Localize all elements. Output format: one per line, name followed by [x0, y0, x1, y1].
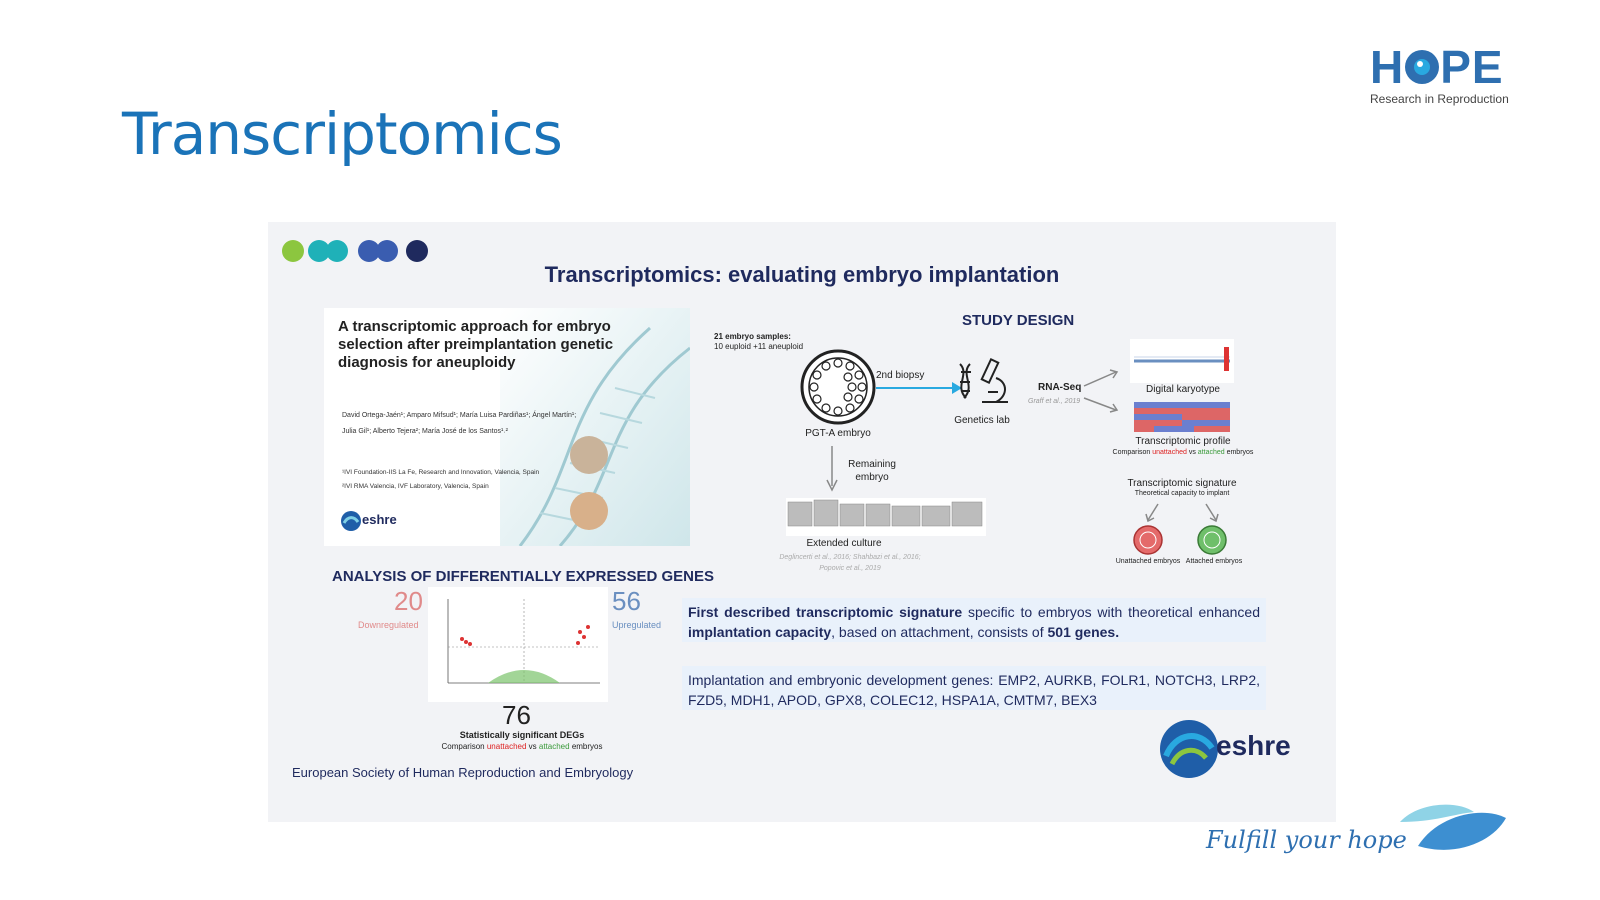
- paper-eshre-logo: [340, 508, 400, 536]
- arrow-down-icon: [824, 446, 840, 492]
- decor-dot: [326, 240, 348, 262]
- decor-dot: [376, 240, 398, 262]
- author-avatar: [570, 436, 608, 474]
- remaining-embryo-label: Remaining embryo: [848, 459, 896, 483]
- microscope-dna-icon: [952, 356, 1012, 410]
- split-arrows-icon: [1132, 502, 1232, 524]
- profile-comparison: [1088, 449, 1278, 456]
- heatmap-thumbnail: [1134, 402, 1230, 432]
- leaf-icon: [1398, 800, 1508, 856]
- eshre-logo-text: eshre: [1216, 730, 1291, 761]
- branch-arrows-icon: [1082, 362, 1122, 418]
- digital-karyotype-thumbnail: [1130, 339, 1234, 383]
- samples-count: 21 embryo samples:: [714, 332, 791, 341]
- compare-unattached: unattached: [486, 742, 527, 751]
- hope-logo-tagline: Research in Reproduction: [1370, 92, 1509, 106]
- summary-bold: 501 genes.: [1047, 624, 1120, 640]
- paper-authors-line: David Ortega-Jaén¹; Amparo Mifsud¹; María Luisa Pardiñas¹; Ángel Martín¹;: [342, 412, 577, 419]
- author-avatar: [570, 492, 608, 530]
- volcano-plot-thumbnail: [428, 587, 608, 702]
- deg-comparison: [432, 742, 612, 751]
- embryo-label: PGT-A embryo: [805, 428, 871, 439]
- signature-summary-text: [688, 602, 1260, 642]
- compare-text: vs: [1186, 449, 1198, 456]
- compare-text: Comparison: [1112, 449, 1153, 456]
- rnaseq-reference: Graff et al., 2019: [1028, 398, 1081, 405]
- transcriptomic-profile-label: Transcriptomic profile: [1135, 436, 1231, 447]
- samples-breakdown: 10 euploid +11 aneuploid: [714, 342, 804, 351]
- summary-bold: implantation capacity: [688, 624, 832, 640]
- unattached-embryo-icon: [1132, 524, 1164, 556]
- compare-text: embryos: [569, 742, 603, 751]
- signature-label: Transcriptomic signature: [1127, 478, 1237, 489]
- compare-text: Comparison: [441, 742, 487, 751]
- arrow-right-icon: [874, 378, 964, 394]
- footer-slogan: Fulfill your hope: [1206, 826, 1407, 854]
- paper-affiliation: ¹IVI Foundation-IIS La Fe, Research and Innovation, Valencia, Spain: [342, 469, 540, 476]
- paper-authors: [342, 408, 612, 440]
- deg-count: 76: [502, 700, 531, 730]
- attached-embryo-icon: [1196, 524, 1228, 556]
- embryo-icon: [798, 347, 878, 427]
- unattached-embryos-label: Unattached embryos: [1115, 558, 1181, 565]
- signature-sublabel: Theoretical capacity to implant: [1134, 490, 1230, 497]
- compare-text: embryos: [1224, 449, 1254, 456]
- eshre-logo: [1158, 716, 1291, 782]
- culture-reference: Popovic et al., 2019: [819, 565, 881, 572]
- page-title: Transcriptomics: [122, 100, 562, 168]
- paper-eshre-logo-text: eshre: [362, 512, 397, 527]
- signature-summary-box: [682, 598, 1266, 642]
- slide-title: Transcriptomics: evaluating embryo implantation: [544, 262, 1060, 287]
- paper-affiliations: [342, 466, 582, 494]
- attached-embryos-label: Attached embryos: [1185, 558, 1243, 565]
- paper-affiliation: ²IVI RMA Valencia, IVF Laboratory, Valencia, Spain: [342, 483, 489, 490]
- rnaseq-label: RNA-Seq: [1038, 382, 1082, 393]
- extended-culture-strip: [786, 498, 986, 536]
- culture-reference: Deglincerti et al., 2016; Shahbazi et al., 2016;: [779, 554, 921, 561]
- eshre-wave-icon: [1158, 718, 1220, 780]
- analysis-heading: ANALYSIS OF DIFFERENTIALLY EXPRESSED GENES: [332, 568, 715, 585]
- summary-bold: First described transcriptomic signature: [688, 604, 963, 620]
- paper-title: A transcriptomic approach for embryo selection after preimplantation genetic diagnosis for aneuploidy: [338, 318, 614, 371]
- paper-card: [324, 308, 690, 546]
- decor-dot: [282, 240, 304, 262]
- study-design-heading: STUDY DESIGN: [962, 312, 1075, 329]
- compare-attached: attached: [538, 742, 570, 751]
- upregulated-label: Upregulated: [612, 620, 662, 630]
- extended-culture-label: Extended culture: [806, 538, 882, 549]
- slide-panel: [268, 222, 1336, 822]
- eye-icon: [1405, 50, 1439, 84]
- genetics-lab-label: Genetics lab: [954, 415, 1010, 426]
- society-name: European Society of Human Reproduction and Embryology: [292, 765, 634, 780]
- compare-unattached: unattached: [1152, 449, 1187, 456]
- upregulated-count: 56: [612, 586, 641, 616]
- hope-logo: [1370, 41, 1520, 106]
- hope-logo-letters-pe: PE: [1440, 41, 1504, 93]
- summary-text: , based on attachment, consists of: [831, 624, 1048, 640]
- downregulated-count: 20: [394, 586, 423, 616]
- compare-attached: attached: [1197, 449, 1225, 456]
- genes-list-box: [682, 666, 1266, 710]
- hope-logo-letter-h: H: [1370, 41, 1405, 93]
- deg-label: Statistically significant DEGs: [459, 730, 585, 740]
- eshre-wave-icon: [340, 510, 362, 532]
- paper-authors-line: Julia Gil¹; Alberto Tejera²; María José de los Santos¹˒²: [342, 428, 508, 435]
- biopsy-label: 2nd biopsy: [876, 370, 925, 381]
- decor-dot: [406, 240, 428, 262]
- hope-logo-wordmark: [1370, 41, 1520, 93]
- culture-references: [772, 552, 928, 574]
- karyotype-label: Digital karyotype: [1146, 384, 1220, 395]
- genes-list-text: Implantation and embryonic development genes: EMP2, AURKB, FOLR1, NOTCH3, LRP2, FZD5, MDH1, APOD, GPX8, COLEC12, HSPA1A, CMTM7, BEX3: [688, 672, 1260, 708]
- summary-text: specific to embryos with theoretical enhanced: [962, 604, 1261, 620]
- compare-text: vs: [526, 742, 539, 751]
- downregulated-label: Downregulated: [358, 620, 419, 630]
